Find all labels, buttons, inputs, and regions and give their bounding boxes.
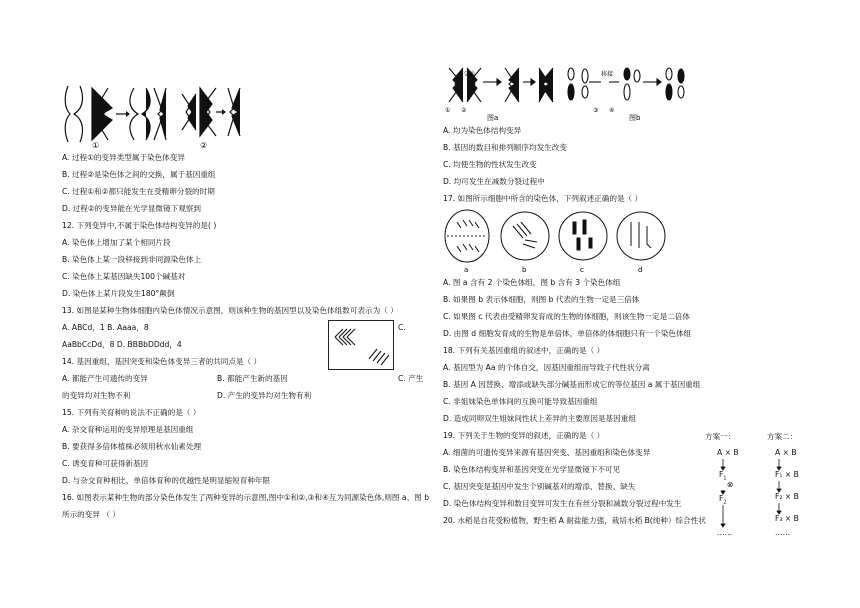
q19-option-a: A. 细菌的可遗传变异来源有基因突变、基因重组和染色体变异	[443, 448, 651, 457]
q19-option-d: D. 染色体结构变异和数目变异可发生在有丝分裂和减数分裂过程中发生	[443, 499, 682, 508]
q17-option-c: C. 如果图 c 代表由受精卵发育成的生物的体细胞，则该生物一定是二倍体	[443, 312, 690, 321]
q17-option-a: A. 图 a 含有 2 个染色体组，图 b 含有 3 个染色体组	[443, 278, 621, 287]
cell-d	[617, 212, 665, 260]
scheme1-f1-text: F	[719, 470, 724, 479]
chromosome-pair-4	[228, 88, 240, 136]
scheme1-f1-sub: 1	[723, 475, 727, 482]
fig-label-1: ①	[92, 141, 100, 148]
q16-stem: 16. 如图表示某种生物的部分染色体发生了两种变异的示意图,图中①和②,③和④互为同源染色体,则图 a、图 b	[62, 493, 430, 502]
chromosome-variation-figure	[62, 82, 242, 148]
cell-b	[501, 212, 549, 260]
fig-a-circ1: ①	[445, 107, 451, 114]
q16-option-b: B. 基因的数目和排列顺序均发生改变	[443, 143, 567, 152]
q12-option-a: A. 染色体上增加了某个相同片段	[62, 238, 171, 247]
q18-option-a: A. 基因型为 Aa 的个体自交，因基因重组而导致子代性状分离	[443, 363, 650, 372]
q19-option-c: C. 基因突变是基因中发生个别碱基对的增添、替换、缺失	[443, 482, 636, 491]
fig-label-2: ②	[200, 141, 208, 148]
q11-option-b: B. 过程②是染色体之间的交换，属于基因重组	[62, 170, 216, 179]
q16-stem-cont: 所示的变异 （ ）	[62, 510, 120, 519]
fig-b-label: 图b	[629, 114, 641, 122]
breeding-schemes	[705, 432, 823, 542]
q19-option-b: B. 染色体结构变异和基因突变在光学显微镜下不可见	[443, 465, 621, 474]
q14-stem: 14. 基因重组、基因突变和染色体变异三者的共同点是（ ）	[62, 357, 262, 366]
q11-option-c: C. 过程①和②都只能发生在受精卵分裂的时期	[62, 187, 215, 196]
q18-option-b: B. 基因 A 因替换、增添或缺失部分碱基而形成它的等位基因 a 属于基因重组	[443, 380, 701, 389]
cell-c-label: c	[580, 266, 584, 274]
scheme1-cross: A × B	[717, 448, 739, 457]
figure-b	[568, 68, 684, 100]
q15-option-d: D. 与杂交育种相比，单倍体育种的优越性是明显缩短育种年限	[62, 476, 271, 485]
q19-stem: 19. 下列关于生物的变异的叙述，正确的是（ ）	[443, 431, 605, 440]
q18-option-c: C. 非姐妹染色单体间的互换可能导致基因重组	[443, 397, 598, 406]
cell-b-label: b	[522, 266, 527, 274]
q15-option-a: A. 杂交育种运用的变异原理是基因重组	[62, 425, 194, 434]
q16-option-d: D. 均可发生在减数分裂过程中	[443, 177, 545, 186]
cell-d-label: d	[638, 266, 643, 274]
scheme-arrows	[705, 432, 823, 542]
scheme2-dots: ……	[775, 528, 791, 537]
q20-stem: 20. 水稻是自花受粉植物，野生稻 A 耐盐能力强，栽培水稻 B(纯种）综合性状	[443, 516, 706, 525]
scheme1-title: 方案一：	[705, 432, 736, 441]
fig-a-swap-label: 交换	[463, 71, 476, 78]
scheme1-f2-text: F	[719, 494, 724, 503]
q18-option-d: D. 造成同卵双生姐妹间性状上差异的主要原因是基因重组	[443, 414, 636, 423]
scheme2-f2: F₂ × B	[775, 492, 799, 501]
q14-option-d: D. 产生的变异均对生物有利	[217, 391, 312, 400]
fig-a-label: 图a	[487, 114, 499, 122]
scheme1-f2-sub: 2	[723, 499, 727, 506]
q16-option-a: A. 均为染色体结构变异	[443, 126, 522, 135]
fig-a-circ2: ②	[461, 107, 467, 114]
scheme2-cross: A × B	[775, 448, 797, 457]
q12-option-c: C. 染色体上某基因缺失100个碱基对	[62, 272, 186, 281]
q17-cells-figure	[443, 208, 683, 274]
chromosome-pair-3	[182, 88, 216, 136]
scheme2-title: 方案二：	[767, 432, 798, 441]
q14-option-a: A. 都能产生可遗传的变异	[62, 374, 148, 383]
fig-b-circ3: ③	[593, 107, 599, 114]
scheme2-f3: F₃ × B	[775, 514, 799, 523]
cell-a	[445, 210, 489, 262]
q17-stem: 17. 如图所示细胞中所含的染色体，下列叙述正确的是（ ）	[443, 194, 643, 203]
q17-option-d: D. 由图 d 细胞发育成的生物是单倍体，单倍体的体细胞只有一个染色体组	[443, 329, 692, 338]
chromosome-pair-2	[130, 88, 166, 140]
q13-option-c-label: C.	[398, 323, 406, 332]
q13-option-ab: A. ABCd，1 B. Aaaa，8	[62, 323, 149, 332]
q16-option-c: C. 均使生物的性状发生改变	[443, 160, 537, 169]
q17-option-b: B. 如果图 b 表示体细胞，则图 b 代表的生物一定是三倍体	[443, 295, 640, 304]
cell-a-label: a	[464, 266, 469, 274]
q13-cell-figure	[328, 320, 394, 370]
scheme1-selfing: ⊗	[727, 480, 734, 489]
q13-stem: 13. 如图是某种生物体细胞内染色体情况示意图，则该种生物的基因型以及染色体组数可表示为（ ）	[62, 306, 398, 315]
q14-option-c-cont: 的变异均对生物不利	[62, 391, 131, 400]
q15-option-c: C. 诱变育种可获得新基因	[62, 459, 149, 468]
q11-option-d: D. 过程②的变异能在光学显微镜下观察到	[62, 204, 201, 213]
q16-figure	[443, 62, 723, 122]
q13-chromosome-marks	[329, 321, 393, 369]
fig-b-circ4: ④	[609, 107, 615, 114]
fig-b-move-label: 移接	[601, 71, 614, 78]
q14-option-b: B. 都能产生新的基因	[217, 374, 288, 383]
q11-option-a: A. 过程①的变异类型属于染色体变异	[62, 153, 186, 162]
scheme2-f1: F₁ × B	[775, 470, 799, 479]
q12-option-b: B. 染色体上某一段移接到非同源染色体上	[62, 255, 202, 264]
scheme1-dots: ……	[717, 528, 733, 537]
cell-c	[559, 212, 607, 260]
q18-stem: 18. 下列有关基因重组的叙述中，正确的是（ ）	[443, 346, 605, 355]
q15-option-b: B. 要获得多倍体植株必须用秋水仙素处理	[62, 442, 202, 451]
q13-option-cd: AaBbCcDd，8 D. BBBbDDdd，4	[62, 340, 182, 349]
q15-stem: 15. 下列有关育种的说法不正确的是（ ）	[62, 408, 201, 417]
q12-option-d: D. 染色体上某片段发生180°颠倒	[62, 289, 175, 298]
q14-option-c: C. 产生	[398, 374, 424, 383]
q12-stem: 12. 下列变异中,不属于染色体结构变异的是( )	[62, 221, 217, 230]
chromosome-pair-1	[65, 86, 112, 142]
